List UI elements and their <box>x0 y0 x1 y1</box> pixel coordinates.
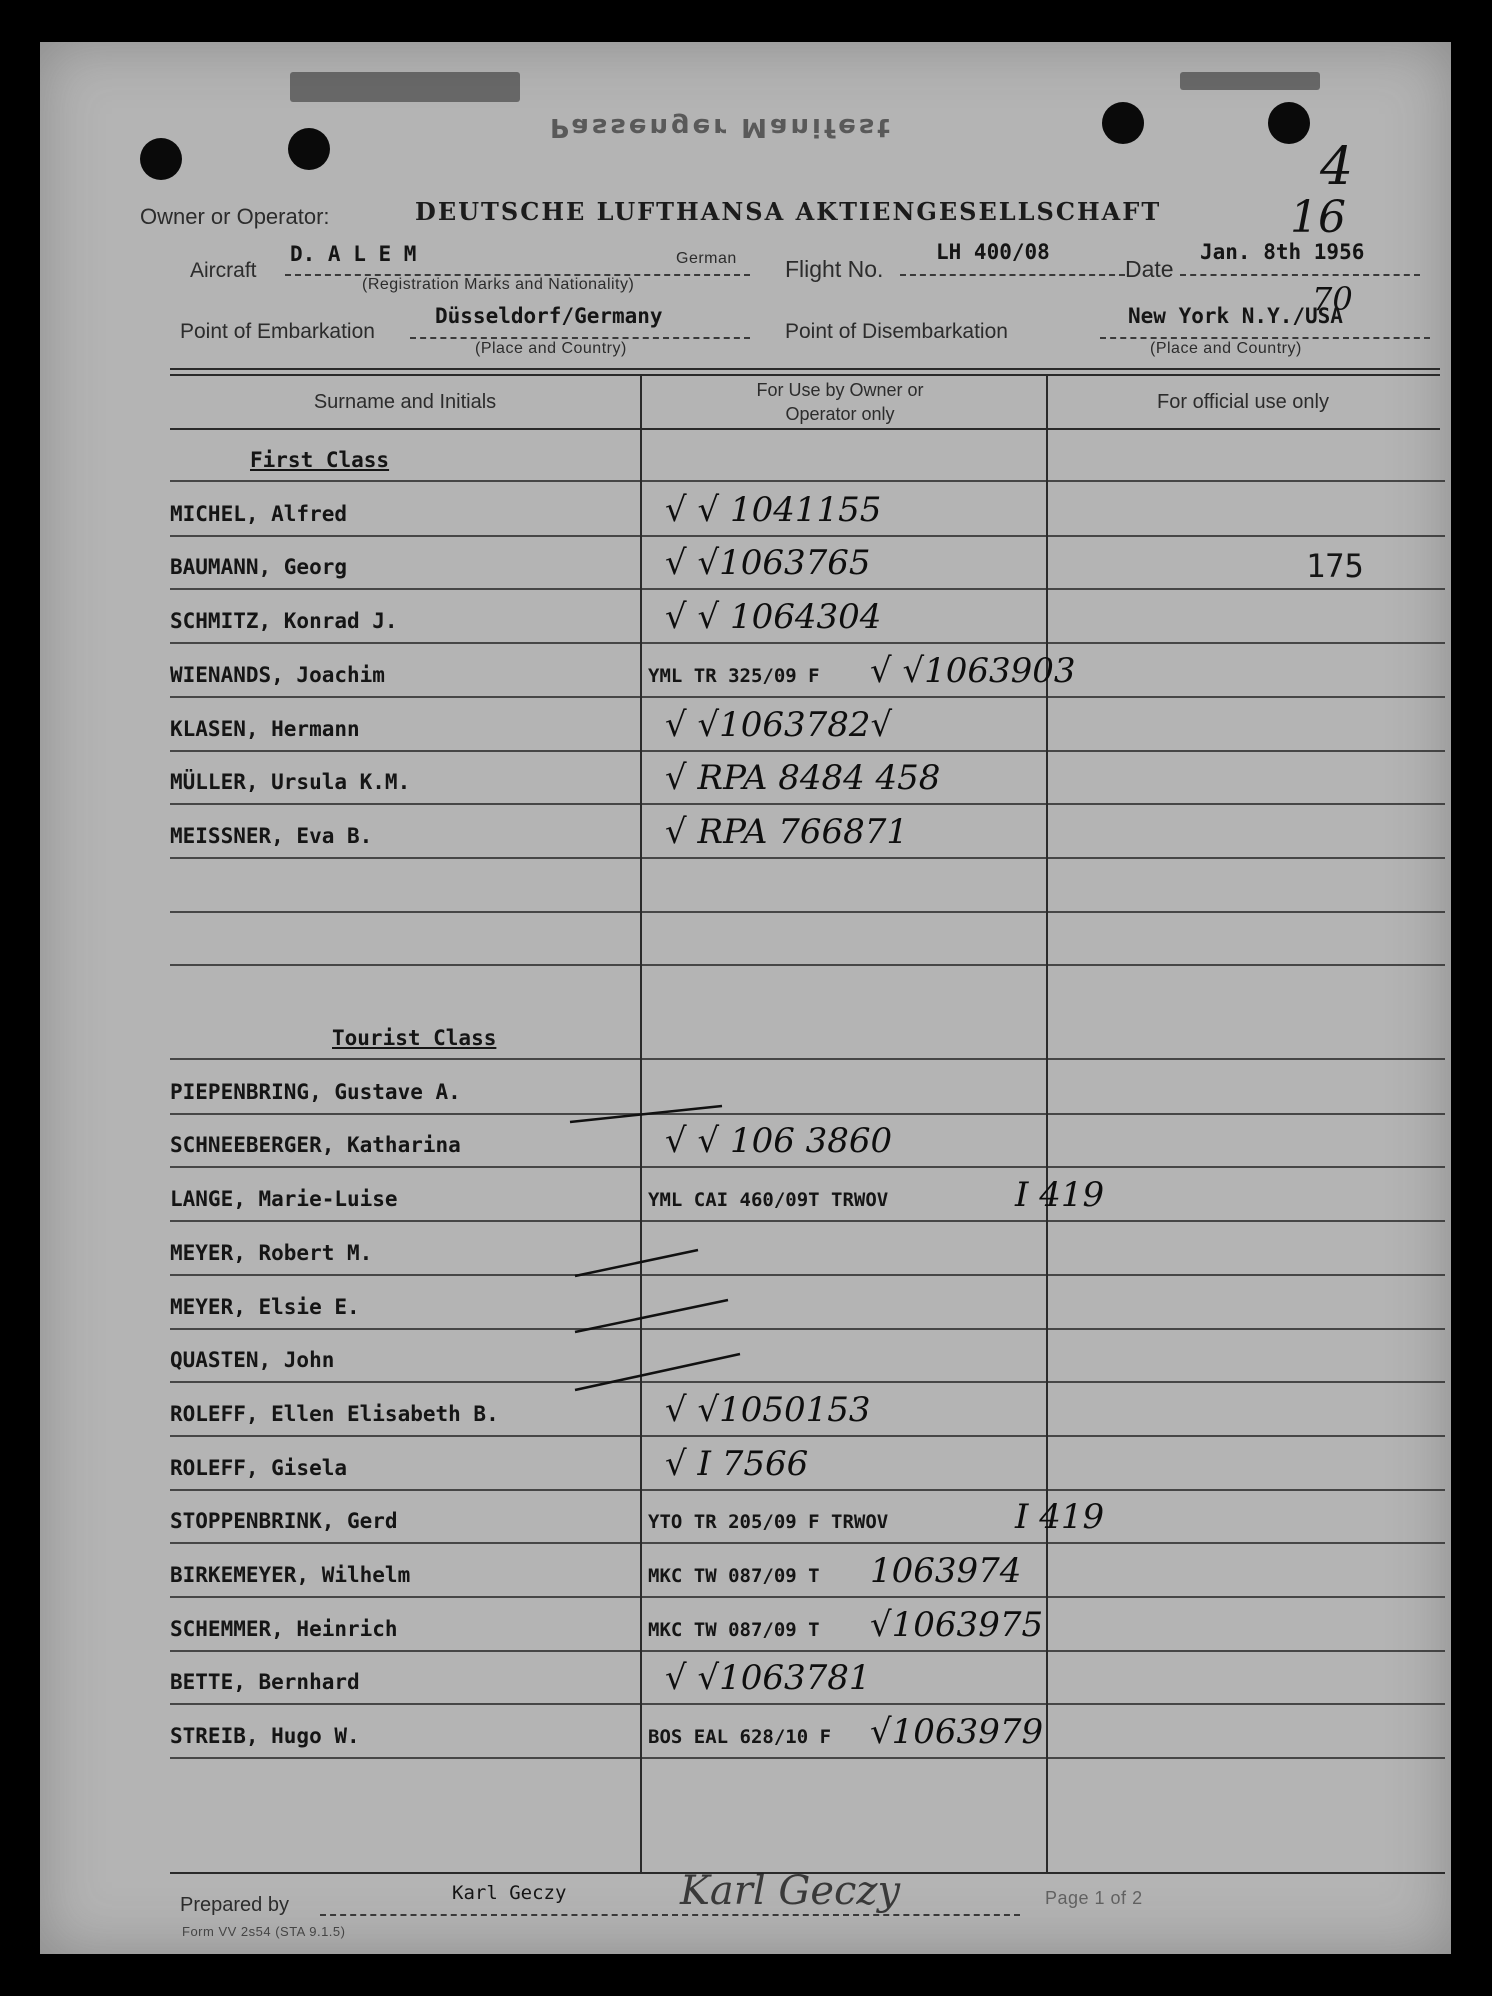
passenger-name: WIENANDS, Joachim <box>170 662 385 687</box>
pen-strikes <box>40 42 1451 1954</box>
aircraft-nationality: German <box>676 250 737 267</box>
embark-caption: (Place and Country) <box>475 340 627 357</box>
operator-handwritten-ticket: √ I 7566 <box>665 1443 809 1484</box>
passenger-name: BETTE, Bernhard <box>170 1670 360 1695</box>
prepared-label: Prepared by <box>180 1894 289 1916</box>
operator-handwritten-ticket: √ √1063765 <box>665 543 871 584</box>
hand-correction: 70 <box>1312 280 1353 318</box>
passenger-name: ROLEFF, Gisela <box>170 1455 348 1480</box>
manifest-sheet <box>40 42 1451 1954</box>
strike-piepenbring <box>570 1106 722 1122</box>
column-header-operator: For Use by Owner or Operator only <box>756 380 924 424</box>
owner-label: Owner or Operator: <box>140 204 330 229</box>
disembark-label: Point of Disembarkation <box>785 320 1008 343</box>
passenger-name: MEISSNER, Eva B. <box>170 823 373 848</box>
passenger-name: KLASEN, Hermann <box>170 716 360 741</box>
operator-handwritten-ticket: I 419 <box>1015 1497 1105 1538</box>
operator-booking-code: MKC TW 087/09 T <box>648 1565 820 1587</box>
strike-meyer-elsie <box>575 1300 728 1332</box>
passenger-name: MEYER, Robert M. <box>170 1240 373 1265</box>
passenger-name: STOPPENBRINK, Gerd <box>170 1509 398 1534</box>
passenger-name: PIEPENBRING, Gustave A. <box>170 1079 461 1104</box>
disembark-caption: (Place and Country) <box>1150 340 1302 357</box>
aircraft-caption: (Registration Marks and Nationality) <box>362 276 635 293</box>
operator-handwritten-ticket: √ √ 1041155 <box>665 489 882 530</box>
operator-handwritten-ticket: √ √ 106 3860 <box>665 1121 893 1162</box>
passenger-name: SCHNEEBERGER, Katharina <box>170 1133 461 1158</box>
passenger-name: MÜLLER, Ursula K.M. <box>170 770 411 795</box>
aircraft-registration: D. A L E M <box>290 242 417 266</box>
passenger-name: MICHEL, Alfred <box>170 501 348 526</box>
operator-handwritten-ticket: 1063974 <box>870 1551 1022 1591</box>
passenger-name: SCHMITZ, Konrad J. <box>170 609 398 634</box>
embark-label: Point of Embarkation <box>180 320 375 343</box>
operator-booking-code: YML TR 325/09 F <box>648 664 820 687</box>
operator-handwritten-ticket: √ √ 1064304 <box>665 597 882 638</box>
tourist-class-heading: Tourist Class <box>332 1026 497 1050</box>
operator-handwritten-ticket: I 419 <box>1015 1175 1105 1216</box>
strike-meyer-robert <box>575 1250 698 1276</box>
passenger-name: BAUMANN, Georg <box>170 555 348 580</box>
hand-sheet-number: 16 <box>1290 192 1346 243</box>
operator-handwritten-ticket: √1063979 <box>870 1712 1044 1753</box>
official-use-value: 175 <box>1306 547 1364 586</box>
column-header-official: For official use only <box>1157 391 1329 413</box>
operator-handwritten-ticket: √ √1063903 <box>870 650 1076 691</box>
passenger-name: STREIB, Hugo W. <box>170 1724 360 1749</box>
passenger-name: MEYER, Elsie E. <box>170 1294 360 1319</box>
date-label: Date <box>1125 256 1174 282</box>
operator-handwritten-ticket: √ √1063782√ <box>665 704 893 745</box>
first-class-heading: First Class <box>250 448 390 472</box>
operator-booking-code: MKC TW 087/09 T <box>648 1618 820 1641</box>
embark-value: Düsseldorf/Germany <box>435 304 663 328</box>
mirrored-bleedthrough: Passenger Manifest <box>550 112 893 142</box>
strike-quasten <box>575 1354 740 1390</box>
passenger-name: BIRKEMEYER, Wilhelm <box>170 1563 411 1587</box>
column-header-surname: Surname and Initials <box>313 391 497 413</box>
hand-page-number: 4 <box>1320 137 1354 197</box>
prepared-value: Karl Geczy <box>452 1882 567 1904</box>
operator-booking-code: BOS EAL 628/10 F <box>648 1726 832 1749</box>
aircraft-label: Aircraft <box>190 259 257 282</box>
flight-number: LH 400/08 <box>936 240 1050 264</box>
form-number: Form VV 2s54 (STA 9.1.5) <box>182 1924 346 1939</box>
operator-handwritten-ticket: √ √1063781 <box>665 1658 871 1699</box>
operator-handwritten-ticket: √ RPA 8484 458 <box>665 758 941 799</box>
operator-handwritten-ticket: √ √1050153 <box>665 1389 871 1430</box>
prepared-underline <box>320 1914 1020 1917</box>
operator-handwritten-ticket: √ RPA 766871 <box>665 811 908 852</box>
disembark-value: New York N.Y./USA <box>1128 304 1343 328</box>
page-indicator: Page 1 of 2 <box>1045 1888 1143 1908</box>
preparer-signature: Karl Geczy <box>680 1868 901 1914</box>
owner-value: DEUTSCHE LUFTHANSA AKTIENGESELLSCHAFT <box>415 197 1162 226</box>
operator-booking-code: YML CAI 460/09T TRWOV <box>648 1189 889 1212</box>
operator-booking-code: YTO TR 205/09 F TRWOV <box>648 1511 889 1534</box>
operator-handwritten-ticket: √1063975 <box>870 1604 1044 1645</box>
passenger-name: LANGE, Marie-Luise <box>170 1187 398 1212</box>
passenger-name: QUASTEN, John <box>170 1348 335 1373</box>
passenger-name: SCHEMMER, Heinrich <box>170 1616 398 1641</box>
flight-date: Jan. 8th 1956 <box>1200 240 1365 264</box>
passenger-name: ROLEFF, Ellen Elisabeth B. <box>170 1401 499 1426</box>
flight-label: Flight No. <box>785 256 884 282</box>
